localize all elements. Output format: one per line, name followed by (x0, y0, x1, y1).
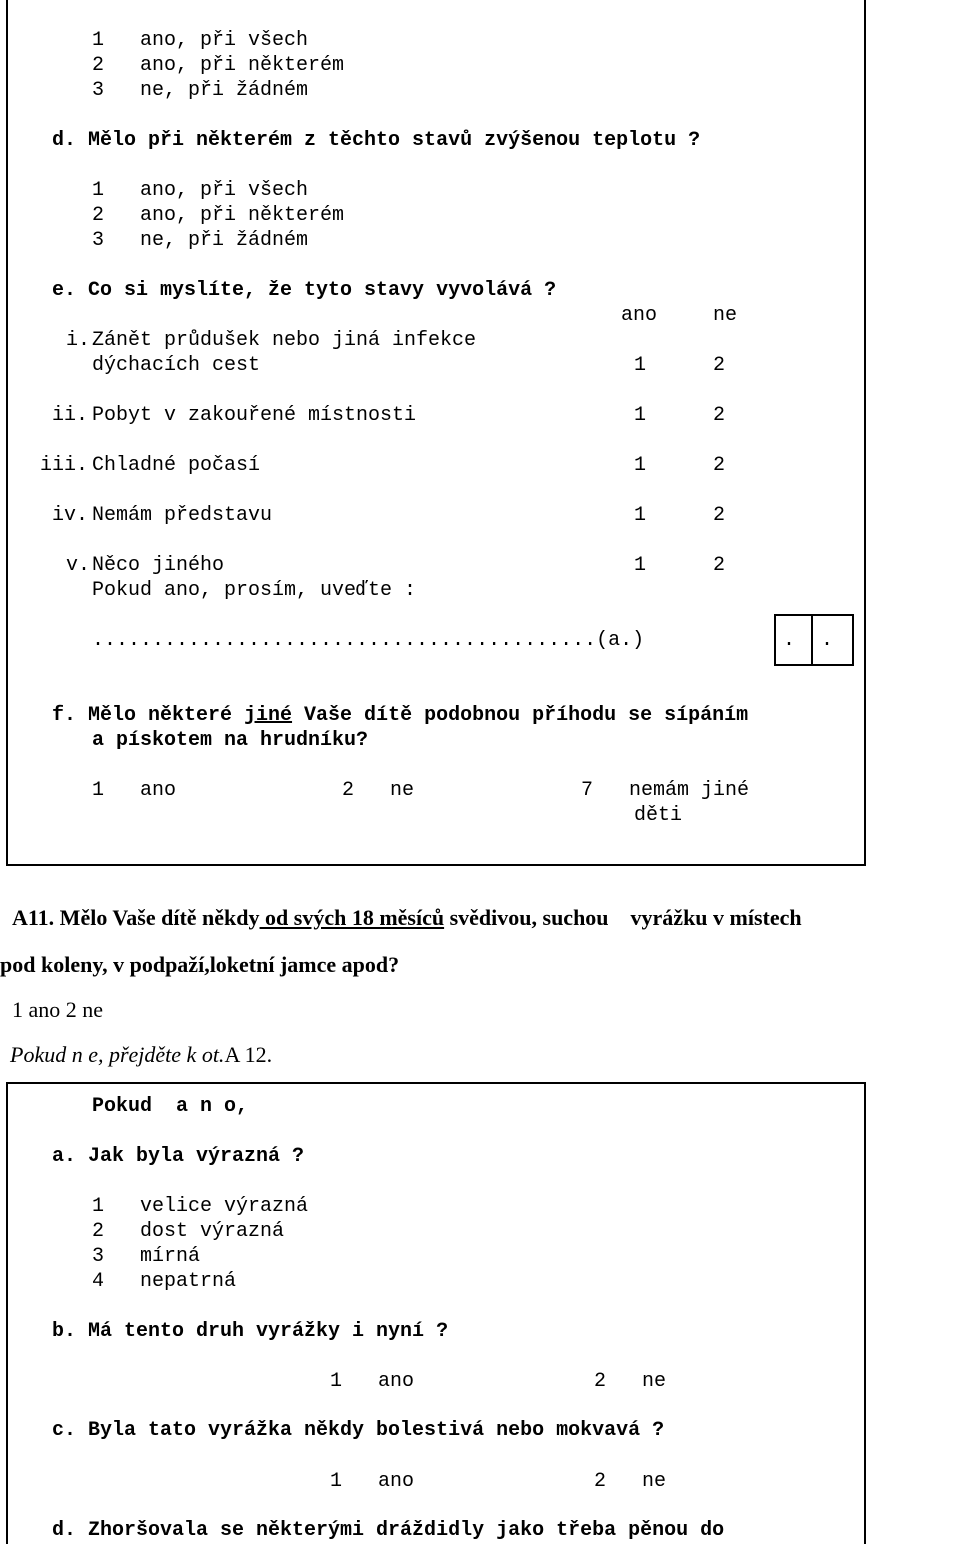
e-item-iv-ano[interactable]: 1 (634, 504, 647, 527)
question-c: c. Byla tato vyrážka někdy bolestivá nebo mokvavá ? (52, 1419, 665, 1442)
c-option-1: 1 ano, při všech (92, 29, 309, 52)
e-item-ii-ano[interactable]: 1 (634, 404, 647, 427)
e-item-i-ne[interactable]: 2 (713, 354, 726, 377)
d-option-2: 2 ano, při některém (92, 204, 345, 227)
e-item-v-num: v. (66, 554, 91, 577)
a11-question (12, 905, 802, 931)
box2-header: Pokud a n o, (92, 1095, 249, 1118)
e-item-i-label2: dýchacích cest (92, 354, 261, 377)
b-option-1[interactable]: 1 ano (330, 1370, 415, 1393)
a11-question-line2: pod koleny, v podpaží,loketní jamce apod? (0, 952, 400, 977)
e-item-iv-label: Nemám představu (92, 504, 273, 527)
box2-left-border (6, 1082, 8, 1544)
b-option-2[interactable]: 2 ne (594, 1370, 667, 1393)
e-item-i-ano[interactable]: 1 (634, 354, 647, 377)
a11-answers[interactable]: 1 ano 2 ne (12, 997, 104, 1022)
question-b: b. Má tento druh vyrážky i nyní ? (52, 1320, 449, 1343)
box2-right-border (864, 1082, 866, 1544)
box1-left-border (6, 0, 8, 866)
box2-top-border (6, 1082, 866, 1084)
a11-question-post: svědivou, suchou vyrážku v místech (444, 905, 802, 930)
col-header-ano: ano (621, 304, 658, 327)
a11-skip-ref: A 12. (224, 1042, 273, 1067)
question-f (52, 703, 748, 728)
f-option-2[interactable]: 2 ne (342, 779, 415, 802)
f-option-1[interactable]: 1 ano (92, 779, 177, 802)
a-option-4[interactable]: 4 nepatrná (92, 1270, 237, 1293)
e-item-iv-ne[interactable]: 2 (713, 504, 726, 527)
question-e: e. Co si myslíte, že tyto stavy vyvolává ? (52, 279, 557, 302)
e-item-iii-label: Chladné počasí (92, 454, 261, 477)
c-option-2: 2 ano, při některém (92, 54, 345, 77)
box1-bottom-border (6, 864, 866, 866)
specify-dots-line[interactable]: ..........................................(a.) (92, 629, 645, 652)
a11-skip-instruction (10, 1042, 272, 1068)
a-option-2[interactable]: 2 dost výrazná (92, 1220, 285, 1243)
code-box-dots: . . (783, 629, 841, 652)
question-d: d. Mělo při některém z těchto stavů zvýšenou teplotu ? (52, 129, 701, 152)
e-item-iii-num: iii. (40, 454, 89, 477)
a11-question-pre: A11. Mělo Vaše dítě někdy (12, 905, 260, 930)
e-item-iii-ano[interactable]: 1 (634, 454, 647, 477)
question-f-post: Vaše dítě podobnou příhodu se sípáním (292, 704, 749, 727)
question-f-underlined: jiné (244, 704, 293, 727)
c-option-no[interactable]: 2 ne (594, 1470, 667, 1493)
box1-right-border (864, 0, 866, 866)
a-option-3[interactable]: 3 mírná (92, 1245, 201, 1268)
e-item-ii-num: ii. (52, 404, 89, 427)
a-option-1[interactable]: 1 velice výrazná (92, 1195, 309, 1218)
c-option-yes[interactable]: 1 ano (330, 1470, 415, 1493)
a11-skip-italic: Pokud n e, přejděte k ot. (10, 1042, 225, 1067)
a11-question-underlined: od svých 18 měsíců (259, 905, 445, 930)
question-f-line2: a pískotem na hrudníku? (92, 729, 369, 752)
f-option-3[interactable]: 7 nemám jiné (581, 779, 750, 802)
e-item-iv-num: iv. (52, 504, 89, 527)
e-item-ii-ne[interactable]: 2 (713, 404, 726, 427)
question-d2: d. Zhoršovala se některými dráždidly jako třeba pěnou do (52, 1519, 725, 1542)
d-option-3: 3 ne, při žádném (92, 229, 309, 252)
e-item-v-label2: Pokud ano, prosím, uveďte : (92, 579, 417, 602)
e-item-ii-label: Pobyt v zakouřené místnosti (92, 404, 417, 427)
e-item-i-num: i. (66, 329, 91, 352)
e-item-iii-ne[interactable]: 2 (713, 454, 726, 477)
e-item-v-ne[interactable]: 2 (713, 554, 726, 577)
c-option-3: 3 ne, při žádném (92, 79, 309, 102)
d-option-1: 1 ano, při všech (92, 179, 309, 202)
e-item-v-ano[interactable]: 1 (634, 554, 647, 577)
e-item-v-label: Něco jiného (92, 554, 225, 577)
f-option-3-cont: děti (634, 804, 683, 827)
col-header-ne: ne (713, 304, 738, 327)
question-f-pre: f. Mělo některé (52, 704, 245, 727)
question-a: a. Jak byla výrazná ? (52, 1145, 305, 1168)
e-item-i-label: Zánět průdušek nebo jiná infekce (92, 329, 477, 352)
